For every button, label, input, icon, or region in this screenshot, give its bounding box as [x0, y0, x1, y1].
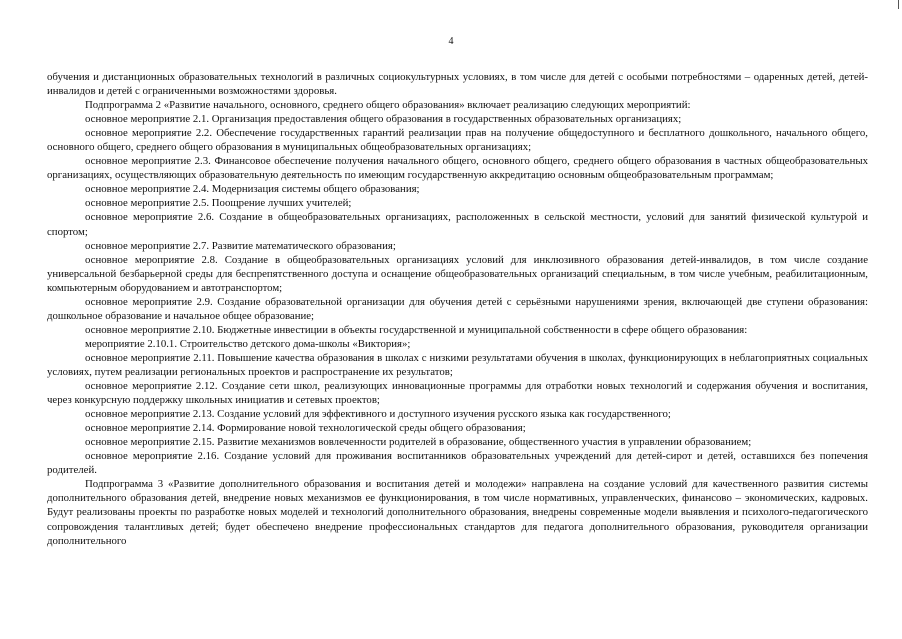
paragraph: основное мероприятие 2.16. Создание условий для проживания воспитанников образовательных учреждений для детей-сирот и детей, оставшихся без попечения родителей. [47, 450, 868, 477]
paragraph: основное мероприятие 2.7. Развитие математического образования; [85, 239, 396, 252]
paragraph: основное мероприятие 2.1. Организация предоставления общего образования в государственных образовательных организациях; [85, 113, 682, 126]
paragraph: обучения и дистанционных образовательных технологий в различных социокультурных условиях, в том числе для детей с особыми потребностями – одаренных детей, детей-инвалидов и детей с ограниченными возможностями здоровья. [47, 71, 868, 98]
paragraph: мероприятие 2.10.1. Строительство детского дома-школы «Виктория»; [85, 337, 411, 350]
paragraph: основное мероприятие 2.8. Создание в общеобразовательных организациях условий для инклюзивного образования детей-инвалидов, в том числе создание универсальной безбарьерной среды для беспрепятственного доступа и оснащение общеобразовательных организаций специальным, в том числе учебным, реабилитационным, компьютерным оборудованием и автотранспортом; [47, 253, 868, 294]
page-edge-mark [898, 0, 899, 9]
paragraph: основное мероприятие 2.15. Развитие механизмов вовлеченности родителей в образование, общественного участия в управлении образованием; [85, 436, 752, 449]
paragraph: основное мероприятие 2.4. Модернизация системы общего образования; [85, 183, 420, 196]
paragraph: Подпрограмма 2 «Развитие начального, основного, среднего общего образования» включает реализацию следующих мероприятий: [85, 99, 691, 112]
paragraph: основное мероприятие 2.13. Создание условий для эффективного и доступного изучения русского языка как государственного; [85, 408, 671, 421]
document-body [47, 70, 868, 548]
paragraph: основное мероприятие 2.5. Поощрение лучших учителей; [85, 197, 352, 210]
paragraph: основное мероприятие 2.9. Создание образовательной организации для обучения детей с серьёзными нарушениями зрения, включающей две ступени образования: дошкольное образование и начальное общее образование; [47, 295, 868, 322]
page-number: 4 [448, 36, 454, 47]
paragraph: основное мероприятие 2.6. Создание в общеобразовательных организациях, расположенных в сельской местности, условий для занятий физической культурой и спортом; [47, 211, 868, 238]
paragraph: основное мероприятие 2.14. Формирование новой технологической среды общего образования; [85, 422, 526, 435]
paragraph: основное мероприятие 2.3. Финансовое обеспечение получения начального общего, основного общего, среднего общего образования в частных общеобразовательных организациях, осуществляющих образовательную деятельность по имеющим государственную аккредитацию основным общеобразовательным программам; [47, 155, 868, 182]
paragraph: основное мероприятие 2.2. Обеспечение государственных гарантий реализации прав на получение общедоступного и бесплатного дошкольного, начального общего, основного общего, среднего общего образования в муниципальных общеобразовательных организациях; [47, 127, 868, 154]
paragraph: Подпрограмма 3 «Развитие дополнительного образования и воспитания детей и молодежи» направлена на создание условий для качественного развития системы дополнительного образования детей, внедрение новых механизмов ее функционирования, в том числе нормативных, управленческих, финансово – экономических, кадровых. Будут реализованы проекты по разработке новых моделей и технологий дополнительного образования, внедрены современные модели выявления и психолого-педагогического сопровождения талантливых детей; будет обеспечено внедрение профессиональных стандартов для педагога дополнительного образования, руководителя организации дополнительного [47, 478, 868, 547]
paragraph: основное мероприятие 2.10. Бюджетные инвестиции в объекты государственной и муниципальной собственности в сфере общего образования: [85, 323, 748, 336]
paragraph: основное мероприятие 2.12. Создание сети школ, реализующих инновационные программы для отработки новых технологий и содержания обучения и воспитания, через конкурсную поддержку школьных инициатив и сетевых проектов; [47, 380, 868, 407]
paragraph: основное мероприятие 2.11. Повышение качества образования в школах с низкими результатами обучения в школах, функционирующих в неблагоприятных социальных условиях, путем реализации региональных проектов и распространение их результатов; [47, 351, 868, 378]
